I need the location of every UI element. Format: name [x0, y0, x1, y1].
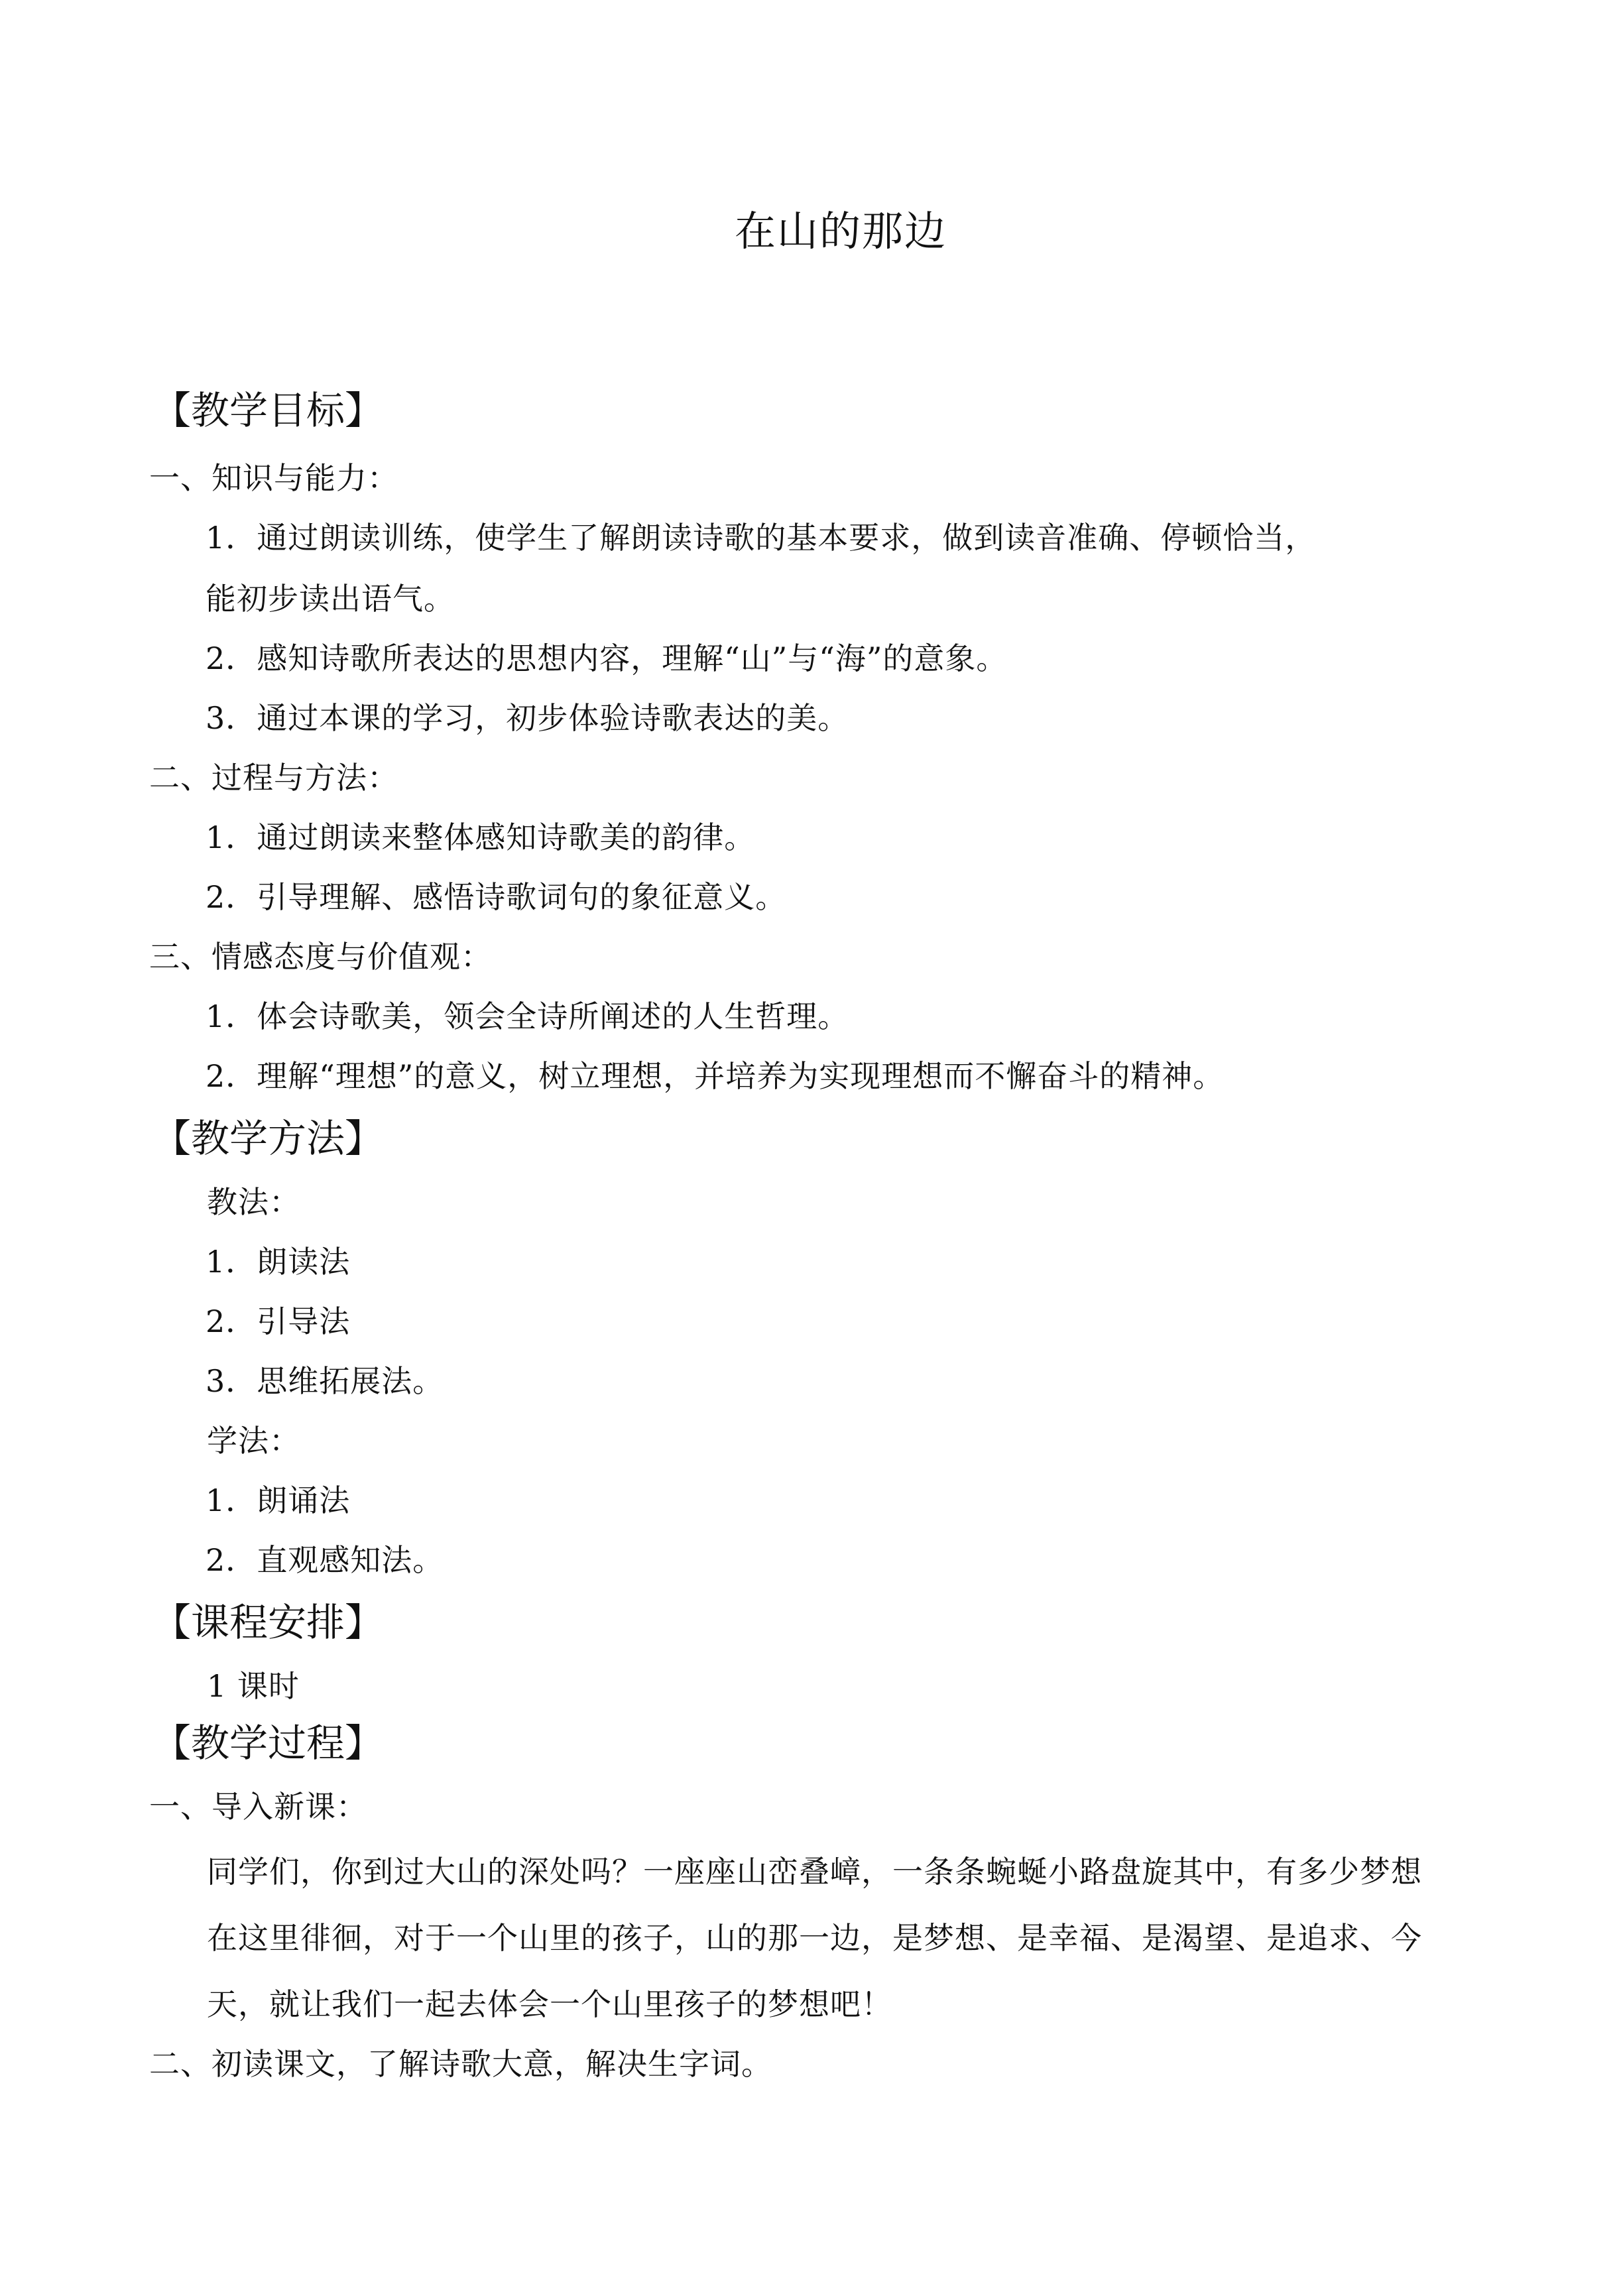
process-method-item: 2．引导理解、感悟诗歌词句的象征意义。 — [206, 879, 787, 915]
process-method-item: 1．通过朗读来整体感知诗歌美的韵律。 — [206, 819, 756, 855]
process-paragraph-line: 天，就让我们一起去体会一个山里孩子的梦想吧！ — [207, 1986, 892, 2022]
emotion-label: 三、情感态度与价值观： — [149, 939, 492, 975]
process-paragraph-line: 在这里徘徊，对于一个山里的孩子，山的那一边，是梦想、是幸福、是渴望、是追求、今 — [207, 1920, 1422, 1956]
knowledge-item: 2．感知诗歌所表达的思想内容，理解“山”与“海”的意象。 — [206, 640, 1008, 676]
knowledge-label: 一、知识与能力： — [149, 460, 398, 496]
emotion-item: 2．理解“理想”的意义，树立理想，并培养为实现理想而不懈奋斗的精神。 — [206, 1058, 1225, 1094]
page-title: 在山的那边 — [735, 207, 947, 255]
schedule-value: 1 课时 — [207, 1668, 300, 1704]
process-method-label: 二、过程与方法： — [149, 760, 398, 796]
learning-method-label: 学法： — [207, 1423, 300, 1459]
process-heading: 【教学过程】 — [152, 1721, 384, 1766]
knowledge-item: 1．通过朗读训练，使学生了解朗读诗歌的基本要求，做到读音准确、停顿恰当， — [206, 520, 1317, 556]
objectives-heading: 【教学目标】 — [152, 388, 384, 433]
process-step-label: 一、导入新课： — [149, 1789, 367, 1825]
teaching-method-item: 3．思维拓展法。 — [206, 1363, 444, 1399]
knowledge-item: 能初步读出语气。 — [206, 581, 455, 617]
knowledge-item: 3．通过本课的学习，初步体验诗歌表达的美。 — [206, 700, 849, 736]
teaching-method-label: 教法： — [207, 1184, 300, 1220]
process-paragraph-line: 同学们，你到过大山的深处吗？一座座山峦叠嶂，一条条蜿蜒小路盘旋其中，有多少梦想 — [207, 1854, 1422, 1890]
process-step-label: 二、初读课文，了解诗歌大意，解决生字词。 — [149, 2046, 772, 2082]
emotion-item: 1．体会诗歌美，领会全诗所阐述的人生哲理。 — [206, 998, 849, 1034]
schedule-heading: 【课程安排】 — [152, 1600, 384, 1645]
learning-method-item: 1．朗诵法 — [206, 1482, 351, 1518]
learning-method-item: 2．直观感知法。 — [206, 1542, 444, 1578]
teaching-method-item: 1．朗读法 — [206, 1244, 351, 1280]
teaching-method-item: 2．引导法 — [206, 1303, 351, 1339]
methods-heading: 【教学方法】 — [152, 1116, 384, 1161]
